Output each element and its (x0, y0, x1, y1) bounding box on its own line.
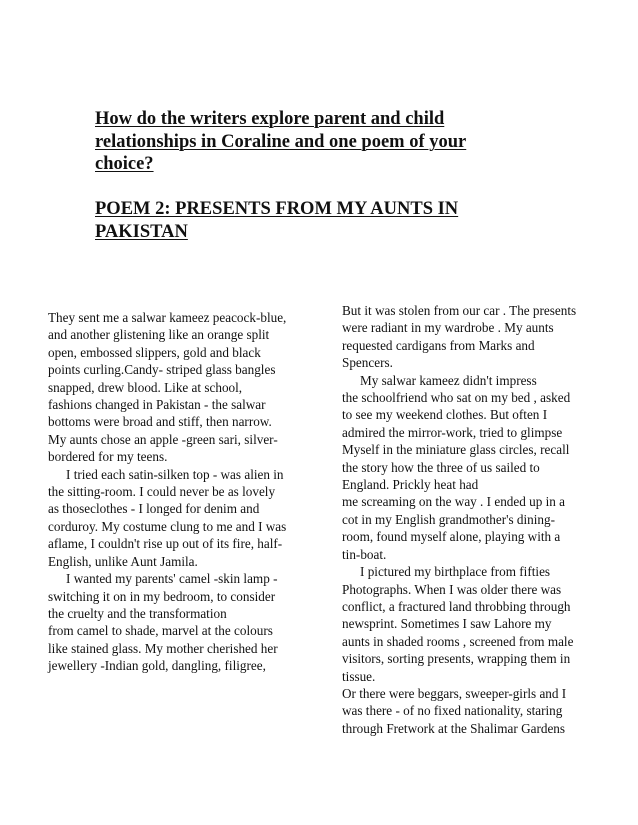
question-line: How do the writers explore parent and child (95, 109, 445, 129)
poem-line: points curling.Candy- striped glass bangles (48, 362, 276, 378)
poem-title-line: POEM 2: PRESENTS FROM MY AUNTS IN (95, 199, 459, 219)
poem-line: visitors, sorting presents, wrapping them in (342, 651, 571, 667)
poem-line: the sitting-room. I could never be as lovely (48, 484, 276, 500)
poem-line: admired the mirror-work, tried to glimpse (342, 424, 563, 440)
poem-line: tin-boat. (342, 546, 387, 562)
poem-line: the schoolfriend who sat on my bed , asked (342, 390, 571, 406)
poem-line: the cruelty and the transformation (48, 605, 227, 621)
poem-line: Myself in the miniature glass circles, recall (342, 442, 570, 458)
poem-line: I wanted my parents' camel -skin lamp - (66, 571, 278, 587)
question-line: choice? (95, 154, 154, 174)
poem-line: My salwar kameez didn't impress (360, 372, 537, 388)
poem-title-heading (95, 198, 525, 243)
poem-line: English, unlike Aunt Jamila. (48, 553, 198, 569)
poem-line: I pictured my birthplace from fifties (360, 564, 551, 580)
poem-title-line: PAKISTAN (95, 221, 188, 242)
poem-line: They sent me a salwar kameez peacock-blue, (48, 310, 287, 325)
poem-line: conflict, a fractured land throbbing through (342, 598, 571, 614)
poem-line: me screaming on the way . I ended up in a (342, 494, 566, 510)
poem-line: fashions changed in Pakistan - the salwar (48, 397, 266, 413)
poem-line: jewellery -Indian gold, dangling, filigree, (48, 658, 266, 674)
poem-line: Photographs. When I was older there was (342, 581, 562, 597)
poem-line: tissue. (342, 668, 376, 684)
poem-line: and another glistening like an orange split (48, 327, 270, 343)
poem-line: bottoms were broad and stiff, then narrow. (48, 414, 272, 430)
poem-line: snapped, drew blood. Like at school, (48, 379, 243, 395)
poem-line: from camel to shade, marvel at the colours (48, 623, 273, 639)
poem-line: England. Prickly heat had (342, 477, 479, 493)
poem-line: corduroy. My costume clung to me and I was (48, 518, 287, 534)
poem-line: to see my weekend clothes. But often I (342, 407, 548, 423)
poem-line: requested cardigans from Marks and (342, 337, 535, 353)
poem-line: the story how the three of us sailed to (342, 459, 540, 475)
poem-line: aflame, I couldn't rise up out of its fire, half- (48, 536, 283, 552)
poem-line: open, embossed slippers, gold and black (48, 344, 261, 360)
poem-line: like stained glass. My mother cherished her (48, 640, 278, 656)
poem-line: through Fretwork at the Shalimar Gardens (342, 720, 566, 736)
poem-line: switching it on in my bedroom, to consider (48, 588, 276, 604)
poem-line: But it was stolen from our car . The presents (342, 303, 577, 318)
poem-text-left-column (48, 309, 316, 675)
poem-line: were radiant in my wardrobe . My aunts (342, 320, 554, 336)
question-line: relationships in Coraline and one poem of your (95, 131, 467, 152)
poem-line: newsprint. Sometimes I saw Lahore my (342, 616, 552, 632)
poem-line: cot in my English grandmother's dining- (342, 511, 555, 527)
poem-line: My aunts chose an apple -green sari, silver- (48, 431, 278, 447)
poem-line: was there - of no fixed nationality, staring (342, 703, 563, 719)
poem-line: Spencers. (342, 355, 393, 371)
poem-line: as thoseclothes - I longed for denim and (48, 501, 260, 517)
poem-line: bordered for my teens. (48, 449, 168, 465)
poem-line: I tried each satin-silken top - was alien in (66, 466, 284, 482)
essay-question-heading (95, 108, 525, 176)
poem-line: Or there were beggars, sweeper-girls and I (342, 685, 567, 701)
poem-text-right-column (342, 302, 610, 737)
poem-line: aunts in shaded rooms , screened from male (342, 633, 574, 649)
poem-line: room, found myself alone, playing with a (342, 529, 561, 545)
